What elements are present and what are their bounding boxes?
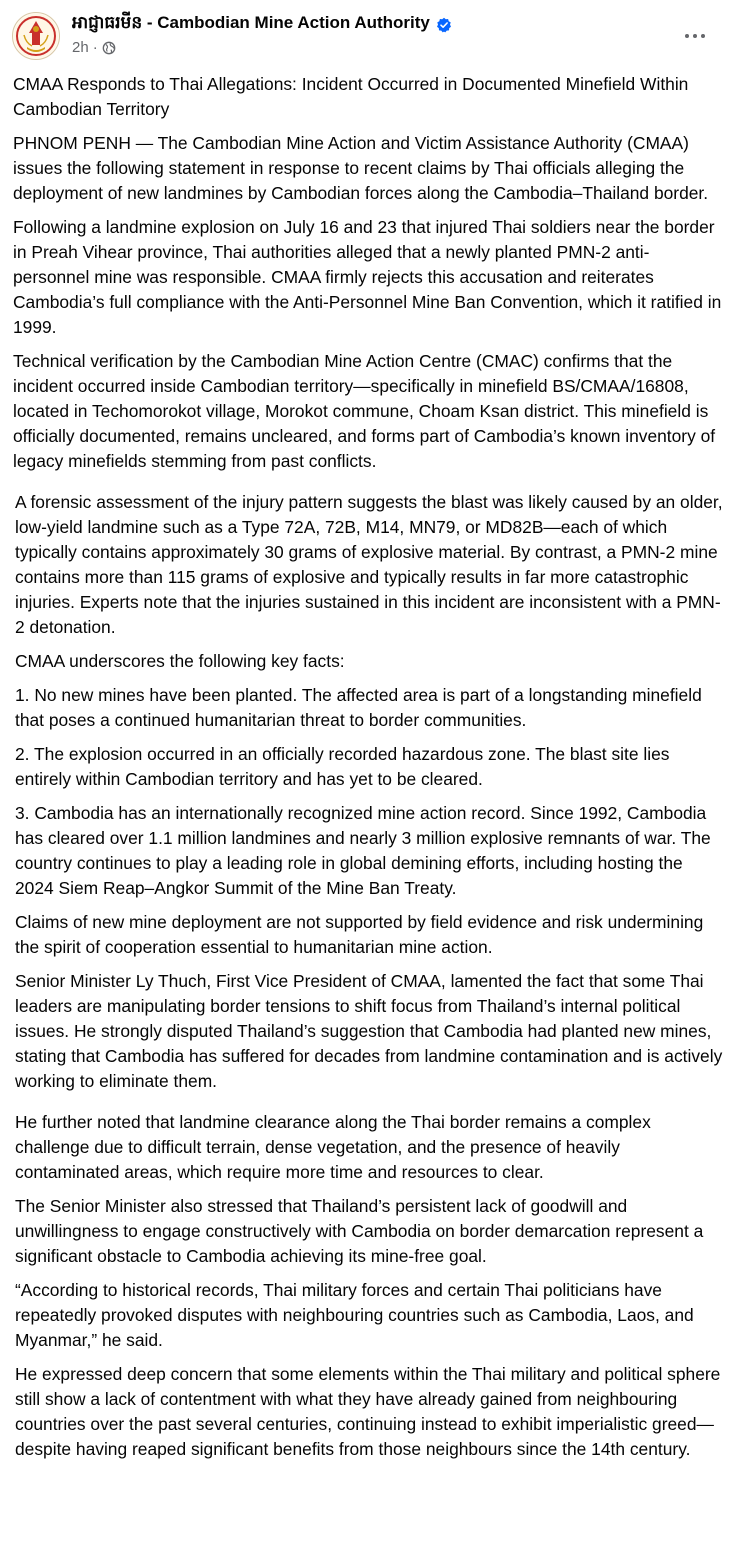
page-name-link[interactable] <box>72 12 452 37</box>
post-paragraph: Following a landmine explosion on July 16 and 23 that injured Thai soldiers near the border in Preah Vihear province, Thai authorities alleged that a newly planted PMN-2 anti-personnel mine was responsible. CMAA firmly rejects this accusation and reiterates Cambodia’s full compliance with the Anti-Personnel Mine Ban Convention, which it ratified in 1999. <box>13 217 722 337</box>
page-name[interactable]: អាជ្ញាធរមីន - Cambodian Mine Action Authority <box>72 13 430 32</box>
post-paragraph: He expressed deep concern that some elements within the Thai military and political sphere still show a lack of contentment with what they have already gained from neighbouring countries over the past several centuries, continuing instead to exhibit imperialistic greed—despite having reaped significant benefits from those neighbours since the 14th century. <box>15 1364 721 1459</box>
post-paragraph: PHNOM PENH — The Cambodian Mine Action and Victim Assistance Authority (CMAA) issues the following statement in response to recent claims by Thai officials alleging the deployment of new landmines by Cambodian forces along the Cambodia–Thailand border. <box>13 133 709 203</box>
post-paragraph: CMAA underscores the following key facts: <box>15 651 345 671</box>
post-paragraph: The Senior Minister also stressed that Thailand’s persistent lack of goodwill and unwillingness to engage constructively with Cambodia on border demarcation represent a significant obstacle to Cambodia achieving its mine-free goal. <box>15 1196 704 1266</box>
cmaa-logo-icon <box>13 13 59 59</box>
post-paragraph: “According to historical records, Thai military forces and certain Thai politicians have repeatedly provoked disputes with neighbouring countries such as Cambodia, Laos, and Myanmar,” he said. <box>15 1280 694 1350</box>
more-options-button[interactable] <box>677 18 713 54</box>
more-options-icon <box>685 34 689 38</box>
post-header <box>12 10 723 62</box>
verified-badge-icon <box>436 17 452 33</box>
post-paragraph: Senior Minister Ly Thuch, First Vice President of CMAA, lamented the fact that some Thai leaders are manipulating border tensions to shift focus from Thailand’s internal political issues. He strongly disputed Thailand’s suggestion that Cambodia had planted new mines, stating that Cambodia has suffered for decades from landmine contamination and is actively working to eliminate them. <box>15 971 723 1091</box>
page-avatar[interactable] <box>12 12 60 60</box>
post-paragraph: A forensic assessment of the injury pattern suggests the blast was likely caused by an older, low-yield landmine such as a Type 72A, 72B, M14, MN79, or MD82B—each of which typically contains approximately 30 grams of explosive material. By contrast, a PMN-2 mine contains more than 115 grams of explosive and typically results in far more catastrophic injuries. Experts note that the injuries sustained in this incident are inconsistent with a PMN-2 detonation. <box>15 492 723 637</box>
post-paragraph: CMAA Responds to Thai Allegations: Incident Occurred in Documented Minefield Within Cambodian Territory <box>13 74 689 119</box>
post-paragraph: Claims of new mine deployment are not supported by field evidence and risk undermining the spirit of cooperation essential to humanitarian mine action. <box>15 912 704 957</box>
post-paragraph: He further noted that landmine clearance along the Thai border remains a complex challenge due to difficult terrain, dense vegetation, and the presence of heavily contaminated areas, which require more time and resources to clear. <box>15 1112 651 1182</box>
more-options-dot <box>701 34 705 38</box>
post-timestamp[interactable]: 2h <box>72 39 89 56</box>
post-paragraph: Technical verification by the Cambodian Mine Action Centre (CMAC) confirms that the incident occurred inside Cambodian territory—specifically in minefield BS/CMAA/16808, located in Techomorokot village, Morokot commune, Choam Ksan district. This minefield is officially documented, remains uncleared, and forms part of Cambodia’s known inventory of legacy minefields stemming from past conflicts. <box>13 351 716 471</box>
meta-separator: · <box>92 39 98 56</box>
post-body <box>13 72 725 1471</box>
globe-icon[interactable] <box>102 41 116 55</box>
more-options-dot <box>693 34 697 38</box>
post-paragraph: 3. Cambodia has an internationally recognized mine action record. Since 1992, Cambodia has cleared over 1.1 million landmines and nearly 3 million explosive remnants of war. The country continues to play a leading role in global demining efforts, including hosting the 2024 Siem Reap–Angkor Summit of the Mine Ban Treaty. <box>15 803 711 898</box>
post-paragraph: 1. No new mines have been planted. The affected area is part of a longstanding minefield that poses a continued humanitarian threat to border communities. <box>15 685 702 730</box>
post-meta <box>72 39 116 56</box>
post-paragraph: 2. The explosion occurred in an officially recorded hazardous zone. The blast site lies entirely within Cambodian territory and has yet to be cleared. <box>15 744 670 789</box>
